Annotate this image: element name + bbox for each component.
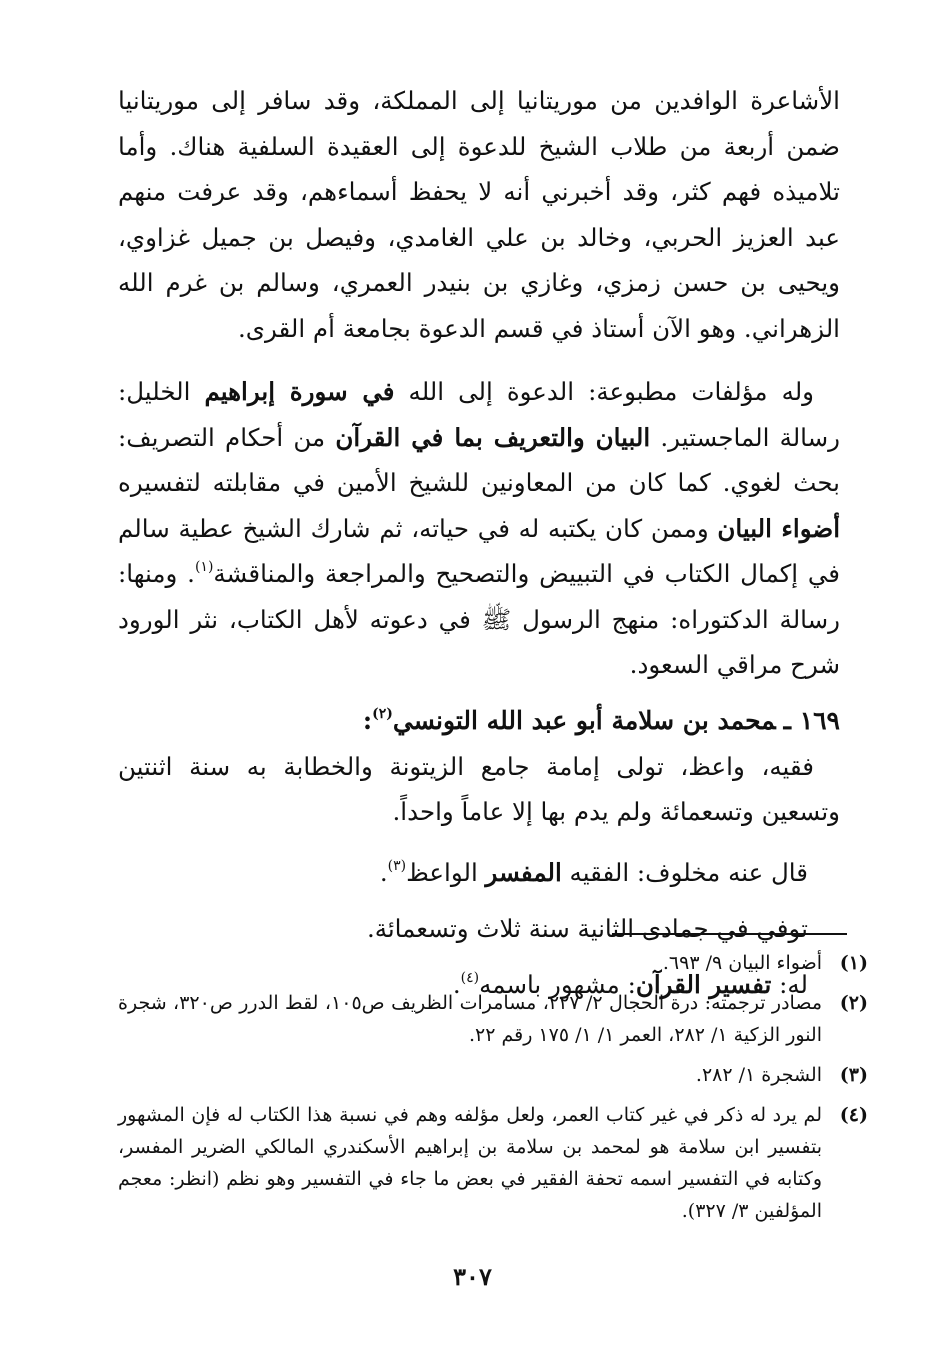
bold-title: في سورة إبراهيم bbox=[204, 377, 395, 406]
footnote-text: لم يرد له ذكر في غير كتاب العمر، ولعل مؤلفه وهم في نسبة هذا الكتاب له فإن المشهور بتفسير ابن سلامة هو لمحمد بن سلامة بن إبراهيم الأسكندري المالكي الضرير المفسر، وكتابه في التفسير اسمه تحفة الفقير في بعض ما جاء في التفسير وهو نظم (انظر: معجم المؤلفين ٣/ ٣٢٧). bbox=[118, 1104, 822, 1222]
text-run: وله مؤلفات مطبوعة: الدعوة إلى الله bbox=[394, 377, 815, 406]
page-number: ٣٠٧ bbox=[453, 1262, 492, 1291]
bold-title: تفسير القرآن bbox=[635, 969, 772, 999]
text-run: . ومنها: رسالة الدكتوراه: منهج الرسول ﷺ في دعوته لأهل الكتاب، نثر الورود شرح مراقي السعود. bbox=[118, 559, 840, 679]
text-run: قال عنه مخلوف: الفقيه bbox=[561, 857, 808, 887]
text-run: الواعظ bbox=[406, 857, 486, 887]
footnote-number: (٤) bbox=[839, 1104, 868, 1126]
entry-number: ١٦٩ ـ bbox=[783, 705, 840, 735]
footnote-1 bbox=[118, 947, 868, 979]
text-run: . bbox=[452, 969, 461, 999]
entry-heading bbox=[118, 698, 840, 744]
line-makhluf bbox=[118, 845, 840, 901]
paragraph-works bbox=[118, 369, 840, 688]
line-death: توفي في جمادى الثانية سنة ثلاث وتسعمائة. bbox=[366, 913, 808, 943]
main-text bbox=[118, 78, 840, 1013]
footnote-2 bbox=[118, 987, 868, 1051]
footnote-ref[interactable]: (٤) bbox=[460, 969, 480, 986]
footnote-3 bbox=[118, 1059, 868, 1091]
footnote-ref[interactable]: (٣) bbox=[387, 857, 407, 874]
footnote-number: (١) bbox=[839, 952, 868, 974]
footnote-text: مصادر ترجمته: درة الحجال ٢/ ٢٢٧، مسامرات الظريف ص١٠٥، لقط الدرر ص٣٢٠، شجرة النور الزكية ١/ ٢٨٢، العمر ١/ ١/ ١٧٥ رقم ٢٢. bbox=[118, 992, 822, 1046]
footnote-number: (٢) bbox=[839, 992, 868, 1014]
footnote-number: (٣) bbox=[839, 1064, 868, 1086]
bold-word: المفسر bbox=[485, 857, 562, 887]
text-run: وممن كان يكتبه له في حياته، ثم شارك الشيخ عطية سالم في إكمال الكتاب في التبييض والتصحيح والمراجعة والمناقشة bbox=[118, 513, 840, 588]
entry-name: محمد بن سلامة أبو عبد الله التونسي bbox=[392, 705, 776, 735]
text-run: من أحكام التصريف: بحث لغوي. كما كان من المعاونين للشيخ الأمين في مقابلته لتفسيره bbox=[118, 422, 840, 497]
text-run: . bbox=[379, 857, 388, 887]
bold-title: أضواء البيان bbox=[717, 513, 840, 543]
entry-colon: : bbox=[362, 705, 373, 735]
footnote-separator bbox=[612, 933, 847, 935]
paragraph-bio: فقيه، واعظ، تولى إمامة جامع الزيتونة والخطابة به سنة اثنتين وتسعين وتسعمائة ولم يدم بها إلا عاماً واحداً. bbox=[118, 751, 840, 826]
text-run: له: bbox=[771, 969, 808, 999]
footnote-text: أضواء البيان ٩/ ٦٩٣. bbox=[662, 952, 822, 974]
footnote-ref[interactable]: (١) bbox=[194, 559, 214, 575]
page-body bbox=[118, 78, 840, 1013]
paragraph-students: الأشاعرة الوافدين من موريتانيا إلى المملكة، وقد سافر إلى موريتانيا ضمن أربعة من طلاب الشيخ للدعوة إلى العقيدة السلفية هناك. وأما تلاميذه فهم كثر، وقد أخبرني أنه لا يحفظ أسماءهم، وقد عرفت منهم عبد العزيز الحربي، وخالد بن علي الغامدي، وفيصل بن جميل غزاوي، ويحيى بن حسن زمزي، وغازي بن بنيدر العمري، وسالم بن غرم الله الزهراني. وهو الآن أستاذ في قسم الدعوة بجامعة أم القرى. bbox=[118, 86, 840, 343]
bold-title: البيان والتعريف بما في القرآن bbox=[335, 422, 651, 452]
footnotes bbox=[118, 947, 868, 1235]
text-run: : مشهور باسمه bbox=[479, 969, 636, 999]
footnote-text: الشجرة ١/ ٢٨٢. bbox=[695, 1064, 822, 1086]
text-run: الخليل: رسالة الماجستير. bbox=[118, 377, 840, 452]
footnote-4 bbox=[118, 1099, 868, 1227]
footnote-ref[interactable]: (٢) bbox=[372, 705, 393, 722]
